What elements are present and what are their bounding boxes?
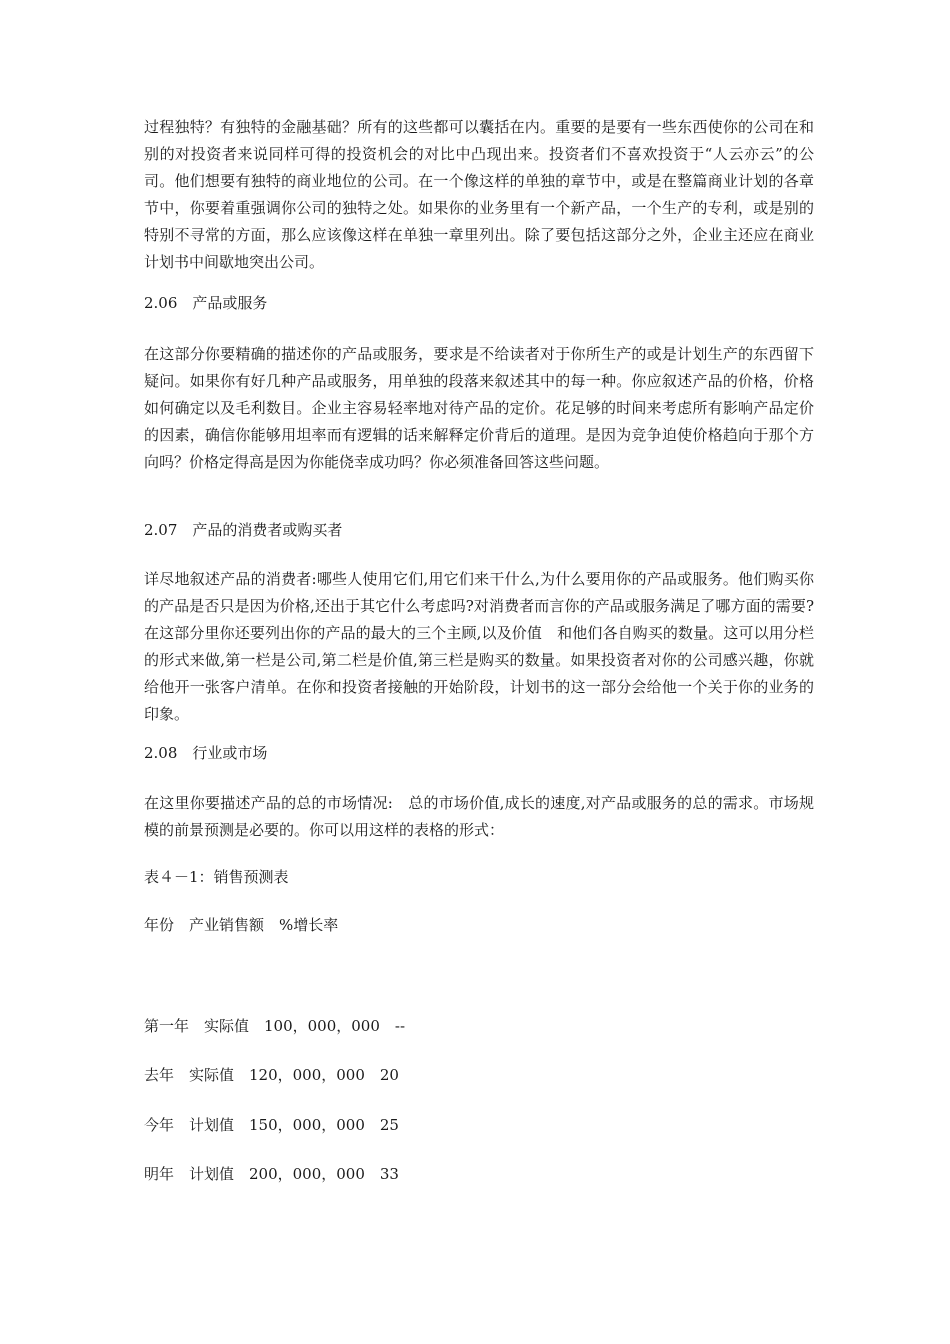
- section-heading-2-08: 2.08 行业或市场: [144, 744, 268, 762]
- paragraph-uniqueness: 过程独特？有独特的金融基础？所有的这些都可以囊括在内。重要的是要有一些东西使你的公司在和别的对投资者来说同样可得的投资机会的对比中凸现出来。投资者们不喜欢投资于“人云亦云”的公司。他们想要有独特的商业地位的公司。在一个像这样的单独的章节中，或是在整篇商业计划的各章节中，你要着重强调你公司的独特之处。如果你的业务里有一个新产品，一个生产的专利，或是别的特别不寻常的方面，那么应该像这样在单独一章里列出。除了要包括这部分之外，企业主还应在商业计划书中间歇地突出公司。: [144, 118, 814, 271]
- paragraph-consumers: 详尽地叙述产品的消费者:哪些人使用它们,用它们来干什么,为什么要用你的产品或服务。他们购买你的产品是否只是因为价格,还出于其它什么考虑吗?对消费者而言你的产品或服务满足了哪方面的需要?在这部分里你还要列出你的产品的最大的三个主顾,以及价值 和他们各自购买的数量。这可以用分栏的形式来做,第一栏是公司,第二栏是价值,第三栏是购买的数量。如果投资者对你的公司感兴趣，你就给他开一张客户清单。在你和投资者接触的开始阶段，计划书的这一部分会给他一个关于你的业务的印象。: [144, 570, 814, 723]
- section-heading-2-06: 2.06 产品或服务: [144, 294, 268, 312]
- table-row-last-year: 去年 实际值 120，000，000 20: [144, 1066, 399, 1084]
- table-row-this-year: 今年 计划值 150，000，000 25: [144, 1116, 399, 1134]
- table-row-first-year: 第一年 实际值 100，000，000 --: [144, 1017, 406, 1035]
- table-caption: 表４－1：销售预测表: [144, 868, 289, 886]
- table-header: 年份 产业销售额 %增长率: [144, 916, 339, 934]
- table-row-next-year: 明年 计划值 200，000，000 33: [144, 1165, 399, 1183]
- paragraph-product-service: 在这部分你要精确的描述你的产品或服务，要求是不给读者对于你所生产的或是计划生产的东西留下疑问。如果你有好几种产品或服务，用单独的段落来叙述其中的每一种。你应叙述产品的价格，价格如何确定以及毛利数目。企业主容易轻率地对待产品的定价。花足够的时间来考虑所有影响产品定价的因素，确信你能够用坦率而有逻辑的话来解释定价背后的道理。是因为竞争迫使价格趋向于那个方向吗？价格定得高是因为你能侥幸成功吗？你必须准备回答这些问题。: [144, 345, 814, 471]
- paragraph-market: 在这里你要描述产品的总的市场情况: 总的市场价值,成长的速度,对产品或服务的总的需求。市场规模的前景预测是必要的。你可以用这样的表格的形式：: [144, 794, 814, 839]
- section-heading-2-07: 2.07 产品的消费者或购买者: [144, 521, 343, 539]
